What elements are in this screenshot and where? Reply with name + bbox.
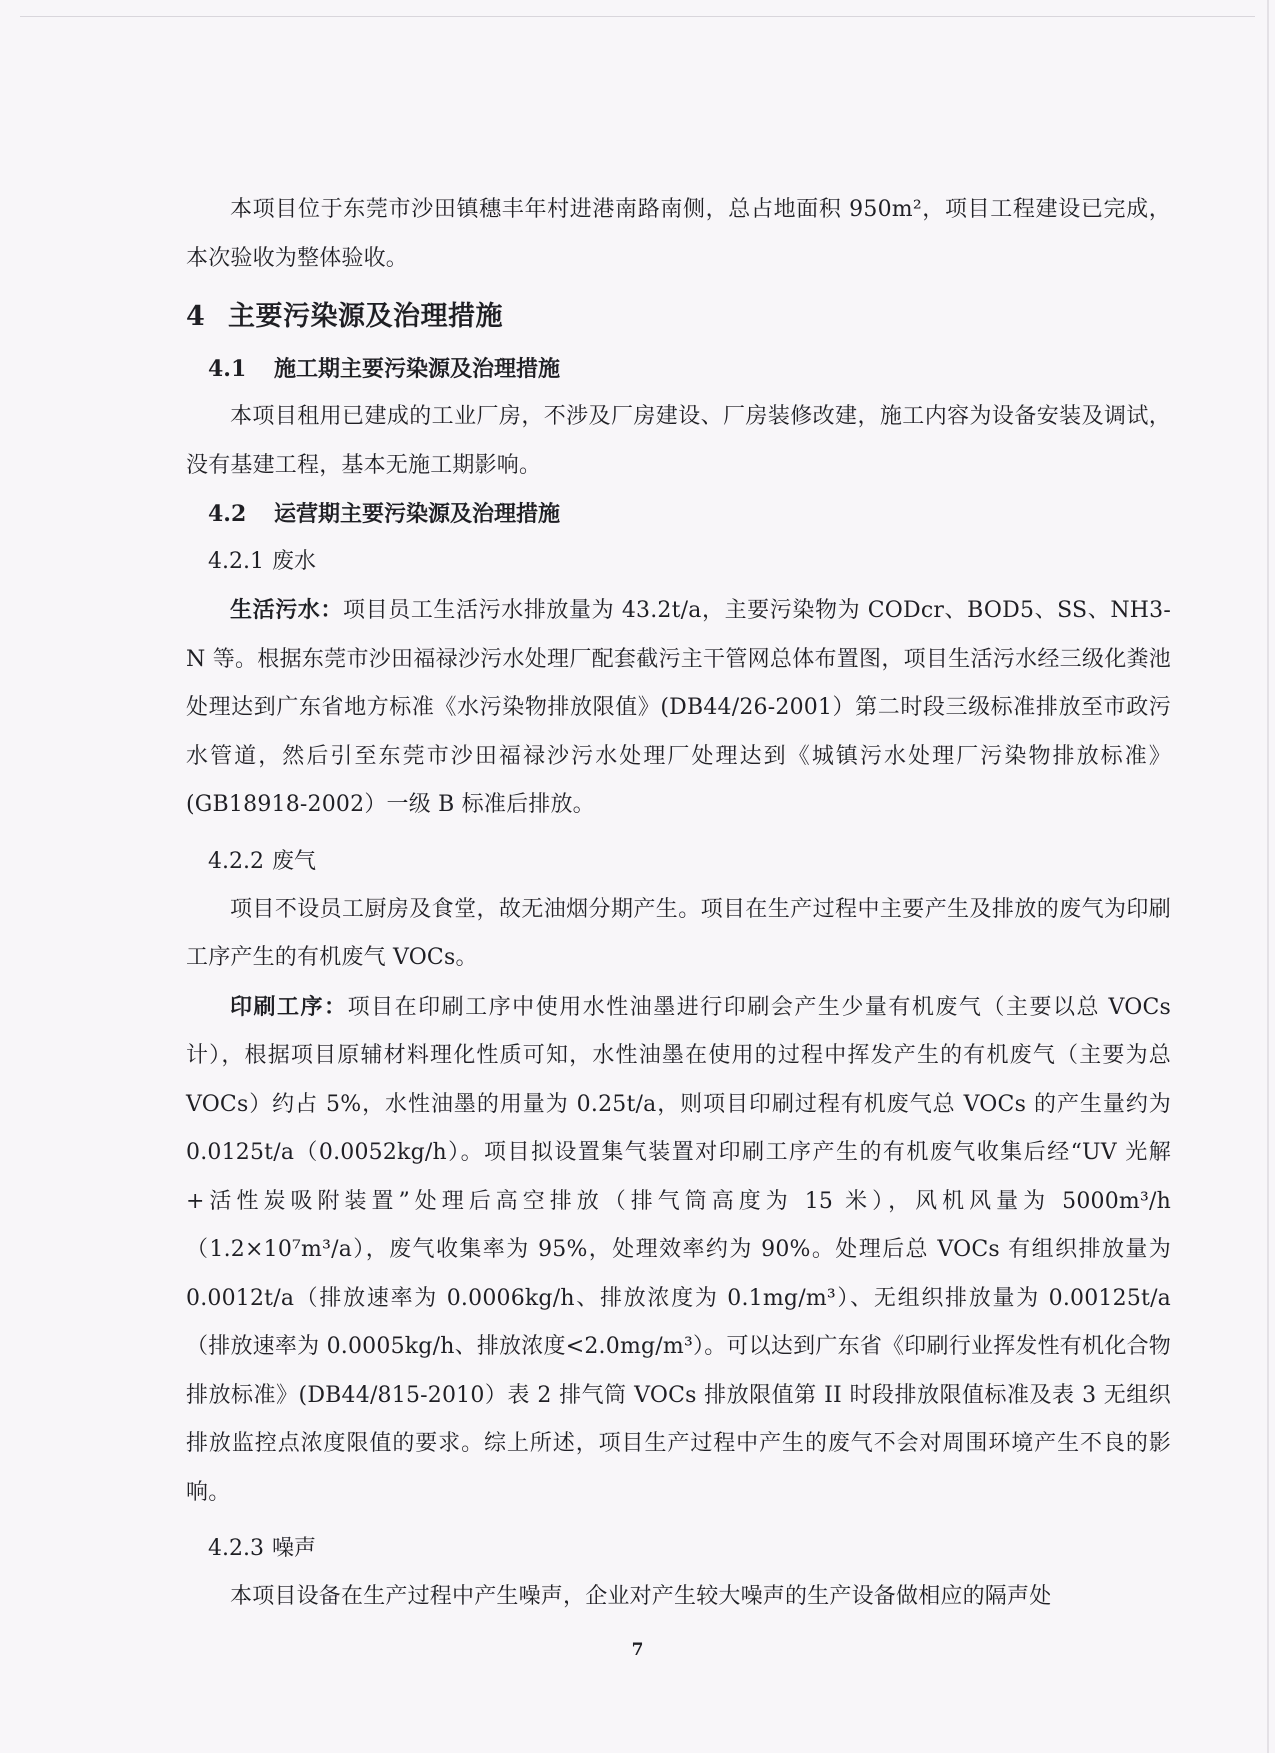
construction-paragraph: 本项目租用已建成的工业厂房，不涉及厂房建设、厂房装修改建，施工内容为设备安装及调试，没有基建工程，基本无施工期影响。 <box>186 404 1171 478</box>
section-heading-4 <box>186 293 1171 341</box>
section-title: 废水 <box>272 549 317 574</box>
paragraph-body: 项目在印刷工序中使用水性油墨进行印刷会产生少量有机废气（主要以总 VOCs 计），根据项目原辅材料理化性质可知，水性油墨在使用的过程中挥发产生的有机废气（主要为总 VOCs）约占 5%，水性油墨的用量为 0.25t/a，则项目印刷过程有机废气总 VOCs 的产生量约为 0.0125t/a（0.0052kg/h）。项目拟设置集气装置对印刷工序产生的有机废气收集后经“UV 光解+活性炭吸附装置”处理后高空排放（排气筒高度为 15 米），风机风量为 5000m³/h（1.2×10⁷m³/a），废气收集率为 95%，处理效率约为 90%。处理后总 VOCs 有组织排放量为 0.0012t/a（排放速率为 0.0006kg/h、排放浓度为 0.1mg/m³）、无组织排放量为 0.00125t/a（排放速率为 0.0005kg/h、排放浓度<2.0mg/m³）。可以达到广东省《印刷行业挥发性有机化合物排放标准》(DB44/815-2010）表 2 排气筒 VOCs 排放限值第 II 时段排放限值标准及表 3 无组织排放监控点浓度限值的要求。综上所述，项目生产过程中产生的废气不会对周围环境产生不良的影响。 <box>186 994 1171 1505</box>
section-heading-4-2-1 <box>186 538 1171 586</box>
noise-paragraph: 本项目设备在生产过程中产生噪声，企业对产生较大噪声的生产设备做相应的隔声处 <box>230 1584 1052 1609</box>
paragraph-lead: 印刷工序： <box>230 993 348 1020</box>
section-heading-4-2 <box>186 490 1171 538</box>
printing-process-paragraph <box>186 983 1171 1518</box>
section-number: 4.2 <box>208 501 247 527</box>
section-title: 废气 <box>272 848 317 874</box>
section-heading-4-1 <box>186 345 1171 393</box>
section-number: 4 <box>186 301 206 332</box>
section-title: 施工期主要污染源及治理措施 <box>274 356 561 382</box>
intro-paragraph: 本项目位于东莞市沙田镇穗丰年村进港南路南侧，总占地面积 950m²，项目工程建设已完成，本次验收为整体验收。 <box>186 197 1171 271</box>
section-title: 运营期主要污染源及治理措施 <box>274 501 561 527</box>
section-heading-4-2-3 <box>186 1525 1171 1573</box>
page-content <box>186 186 1171 1622</box>
section-number: 4.1 <box>208 356 247 382</box>
section-number: 4.2.1 <box>208 549 264 574</box>
scan-edge-right <box>1267 0 1269 1753</box>
paragraph-body: 项目员工生活污水排放量为 43.2t/a，主要污染物为 CODcr、BOD5、SS、NH3-N 等。根据东莞市沙田福禄沙污水处理厂配套截污主干管网总体布置图，项目生活污水经三级化粪池处理达到广东省地方标准《水污染物排放限值》(DB44/26-2001）第二时段三级标准排放至市政污水管道，然后引至东莞市沙田福禄沙污水处理厂处理达到《城镇污水处理厂污染物排放标准》(GB18918-2002）一级 B 标准后排放。 <box>186 598 1171 817</box>
section-number: 4.2.3 <box>208 1536 264 1561</box>
section-heading-4-2-2 <box>186 838 1171 886</box>
section-number: 4.2.2 <box>208 848 264 874</box>
wastewater-paragraph <box>186 586 1171 830</box>
page-number: 7 <box>631 1640 644 1660</box>
exhaust-intro-paragraph: 项目不设员工厨房及食堂，故无油烟分期产生。项目在生产过程中主要产生及排放的废气为印刷工序产生的有机废气 VOCs。 <box>186 896 1171 970</box>
paragraph-lead: 生活污水： <box>230 597 344 623</box>
section-title: 噪声 <box>272 1536 317 1561</box>
section-title: 主要污染源及治理措施 <box>228 301 503 332</box>
scan-edge-top <box>20 16 1255 17</box>
